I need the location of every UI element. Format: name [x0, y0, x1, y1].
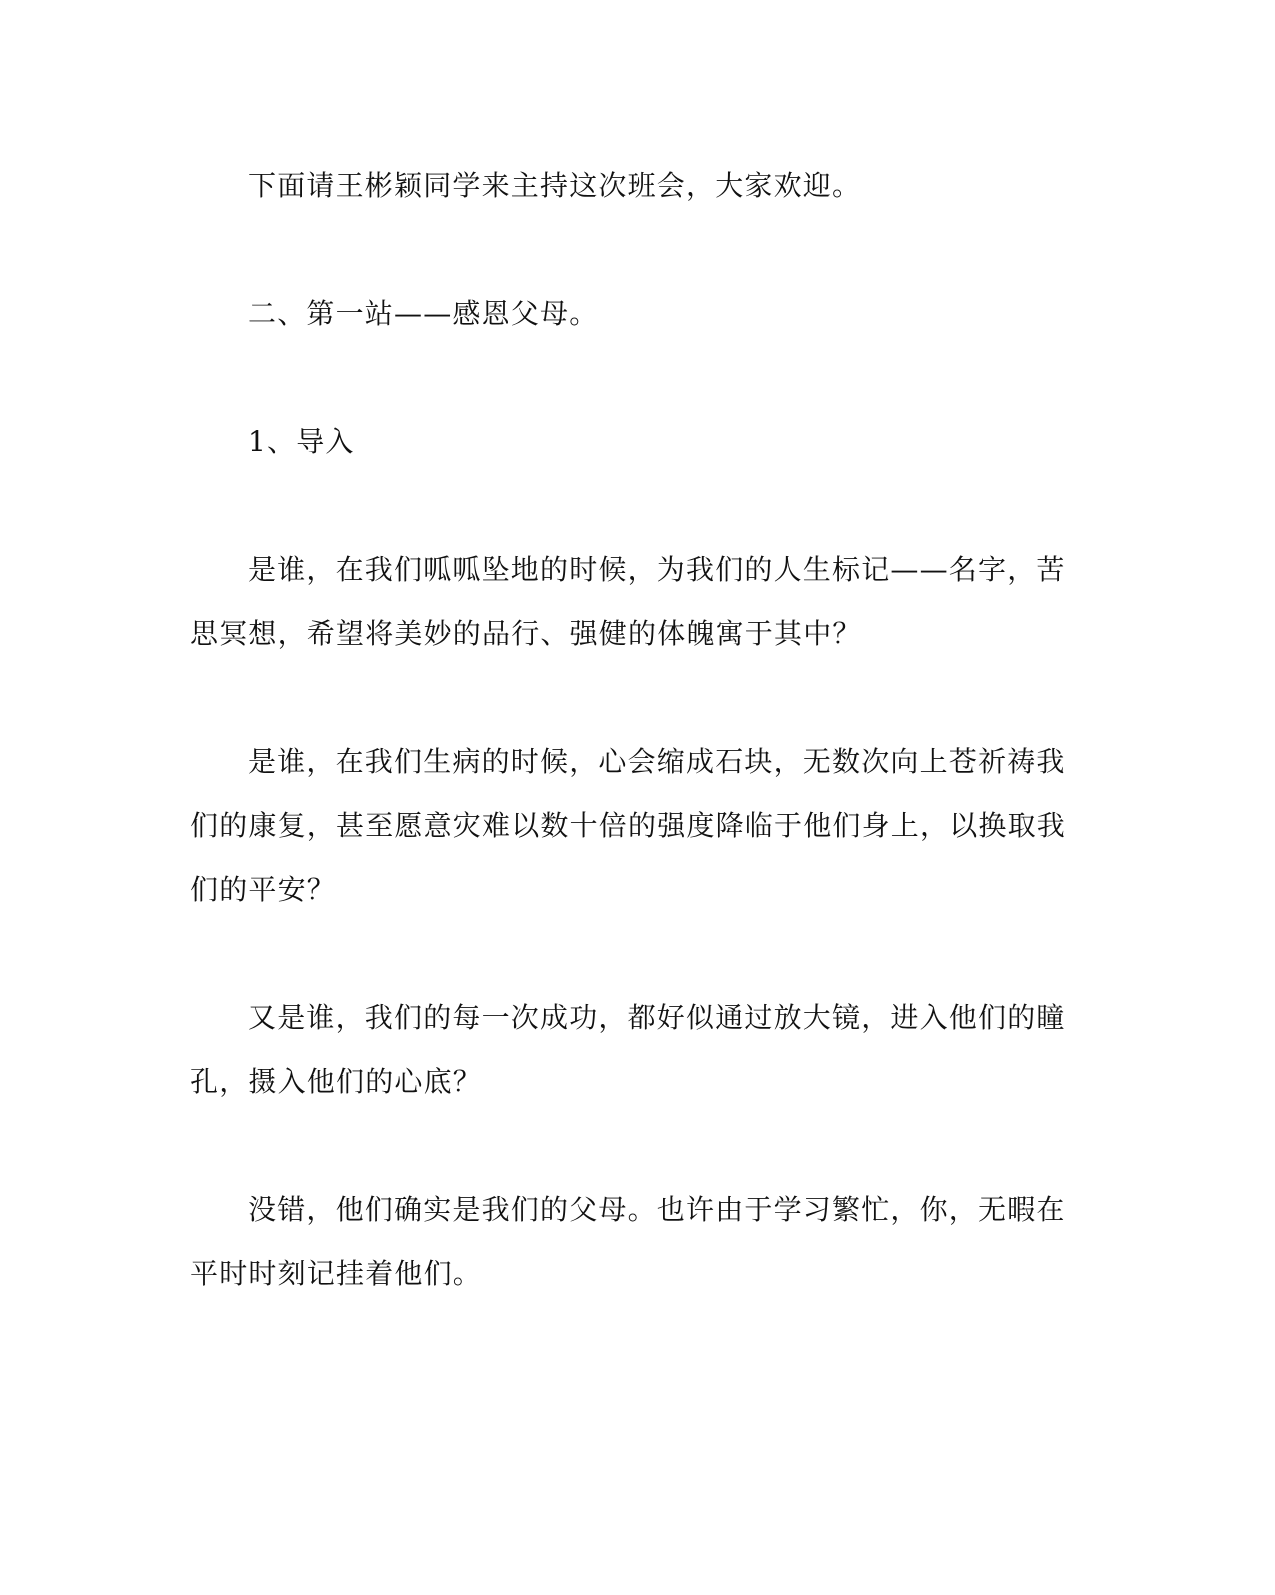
paragraph-4-line-1: 是谁，在我们呱呱坠地的时候，为我们的人生标记——名字，苦: [248, 553, 1066, 586]
paragraph-7-line-1: 没错，他们确实是我们的父母。也许由于学习繁忙，你，无暇在: [248, 1193, 1066, 1226]
paragraph-5-line-1: 是谁，在我们生病的时候，心会缩成石块，无数次向上苍祈祷我: [248, 745, 1066, 778]
paragraph-4-line-2: 思冥想，希望将美妙的品行、强健的体魄寓于其中？: [190, 617, 862, 650]
paragraph-6-line-1: 又是谁，我们的每一次成功，都好似通过放大镜，进入他们的瞳: [248, 1001, 1066, 1034]
paragraph-2-line-1: 二、第一站——感恩父母。: [248, 297, 599, 330]
paragraph-1-line-1: 下面请王彬颖同学来主持这次班会，大家欢迎。: [248, 169, 862, 202]
paragraph-5-line-2: 们的康复，甚至愿意灾难以数十倍的强度降临于他们身上，以换取我: [190, 809, 1067, 842]
paragraph-7-line-2: 平时时刻记挂着他们。: [190, 1257, 483, 1290]
paragraph-6-line-2: 孔，摄入他们的心底？: [190, 1065, 483, 1098]
paragraph-5-line-3: 们的平安？: [190, 873, 337, 906]
paragraph-3-line-1: 1、导入: [248, 425, 355, 458]
